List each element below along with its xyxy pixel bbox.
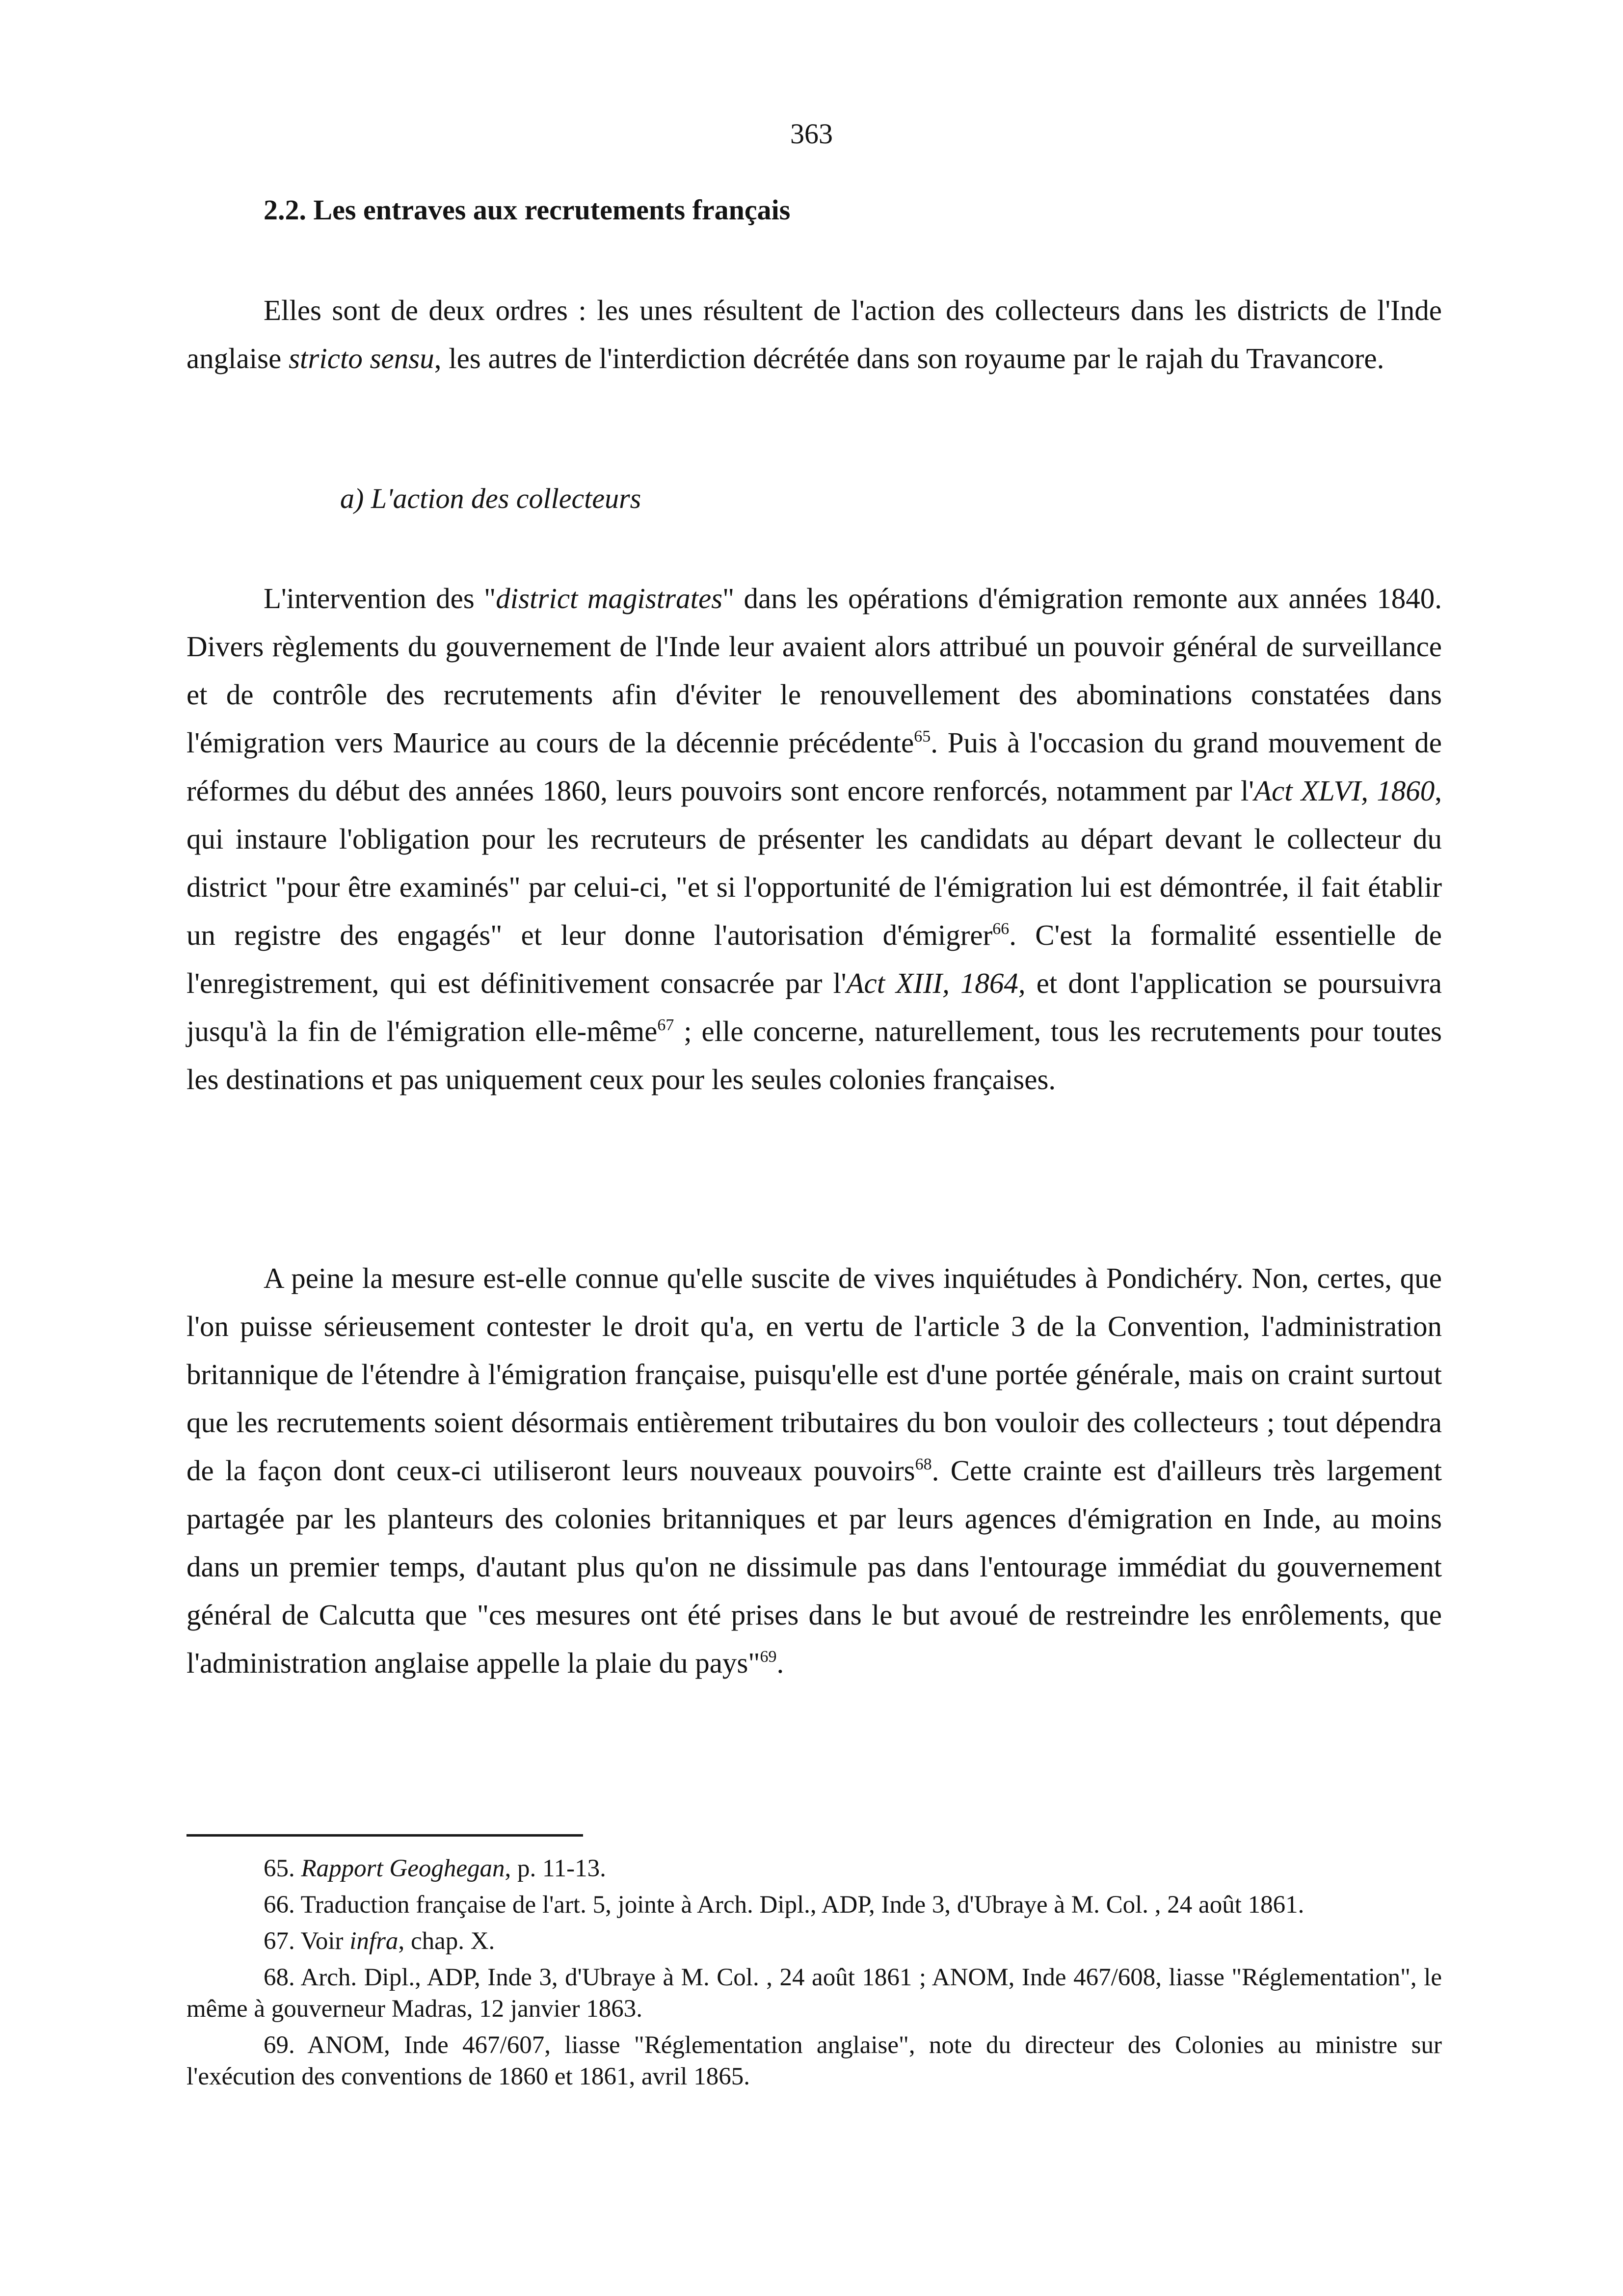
section-heading: 2.2. Les entraves aux recrutements français <box>264 194 791 226</box>
footnote-68: 68. Arch. Dipl., ADP, Inde 3, d'Ubraye à M. Col. , 24 août 1861 ; ANOM, Inde 467/608, liasse "Réglementation", le même à gouverneur Madras, 12 janvier 1863. <box>186 1964 1442 2023</box>
paragraph-pondichery-concerns: A peine la mesure est-elle connue qu'elle suscite de vives inquiétudes à Pondichéry. Non, certes, que l'on puisse sérieusement contester le droit qu'a, en vertu de l'article 3 de la Convention, l'administration britannique de l'étendre à l'émigration française, puisqu'elle est d'une portée générale, mais on craint surtout que les recrutements soient désormais entièrement tributaires du bon vouloir des collecteurs ; tout dépendra de la façon dont ceux-ci utiliseront leurs nouveaux pouvoirs$^{68}$. Cette crainte est d'ailleurs très largement partagée par les planteurs des colonies britanniques et par leurs agences d'émigration en Inde, au moins dans un premier temps, d'autant plus qu'on ne dissimule pas dans l'entourage immédiat du gouvernement général de Calcutta que "ces mesures ont été prises dans le but avoué de restreindre les enrôlements, que l'administration anglaise appelle la plaie du pays"$^{69}$. <box>186 1262 1442 1679</box>
footnote-ref-68: 68 <box>915 1455 932 1473</box>
footnote-ref-67: 67 <box>657 1016 674 1034</box>
footnote-65: 65. Rapport Geoghegan, p. 11-13. <box>264 1855 606 1882</box>
footnote-separator <box>186 1834 583 1837</box>
paragraph-intro: Elles sont de deux ordres : les unes résultent de l'action des collecteurs dans les districts de l'Inde anglaise stricto sensu, les autres de l'interdiction décrétée dans son royaume par le rajah du Travancore. <box>186 294 1442 374</box>
footnote-ref-66: 66 <box>992 920 1010 938</box>
footnote-ref-69: 69 <box>760 1648 777 1666</box>
footnote-69: 69. ANOM, Inde 467/607, liasse "Réglementation anglaise", note du directeur des Colonies au ministre sur l'exécution des conventions de 1860 et 1861, avril 1865. <box>186 2031 1442 2090</box>
footnotes <box>186 1853 1442 2097</box>
footnote-ref-65: 65 <box>914 727 931 746</box>
paragraph-district-magistrates: L'intervention des "district magistrates" dans les opérations d'émigration remonte aux années 1840. Divers règlements du gouvernement de l'Inde leur avaient alors attribué un pouvoir général de surveillance et de contrôle des recrutements afin d'éviter le renouvellement des abominations constatées dans l'émigration vers Maurice au cours de la décennie précédente$^{65}$. Puis à l'occasion du grand mouvement de réformes du début des années 1860, leurs pouvoirs sont encore renforcés, notamment par l'Act XLVI, 1860, qui instaure l'obligation pour les recruteurs de présenter les candidats au départ devant le collecteur du district "pour être examinés" par celui-ci, "et si l'opportunité de l'émigration lui est démontrée, il fait établir un registre des engagés" et leur donne l'autorisation d'émigrer$^{66}$. C'est la formalité essentielle de l'enregistrement, qui est définitivement consacrée par l'Act XIII, 1864, et dont l'application se poursuivra jusqu'à la fin de l'émigration elle-même$^{67}$ ; elle concerne, naturellement, tous les recrutements pour toutes les destinations et pas uniquement ceux pour les seules colonies françaises. <box>186 582 1442 1095</box>
footnote-67: 67. Voir infra, chap. X. <box>264 1927 495 1955</box>
page-number: 363 <box>790 118 833 150</box>
subheading-action-collecteurs: a) L'action des collecteurs <box>340 482 641 514</box>
footnote-66: 66. Traduction française de l'art. 5, jointe à Arch. Dipl., ADP, Inde 3, d'Ubraye à M. Col. , 24 août 1861. <box>264 1891 1304 1919</box>
